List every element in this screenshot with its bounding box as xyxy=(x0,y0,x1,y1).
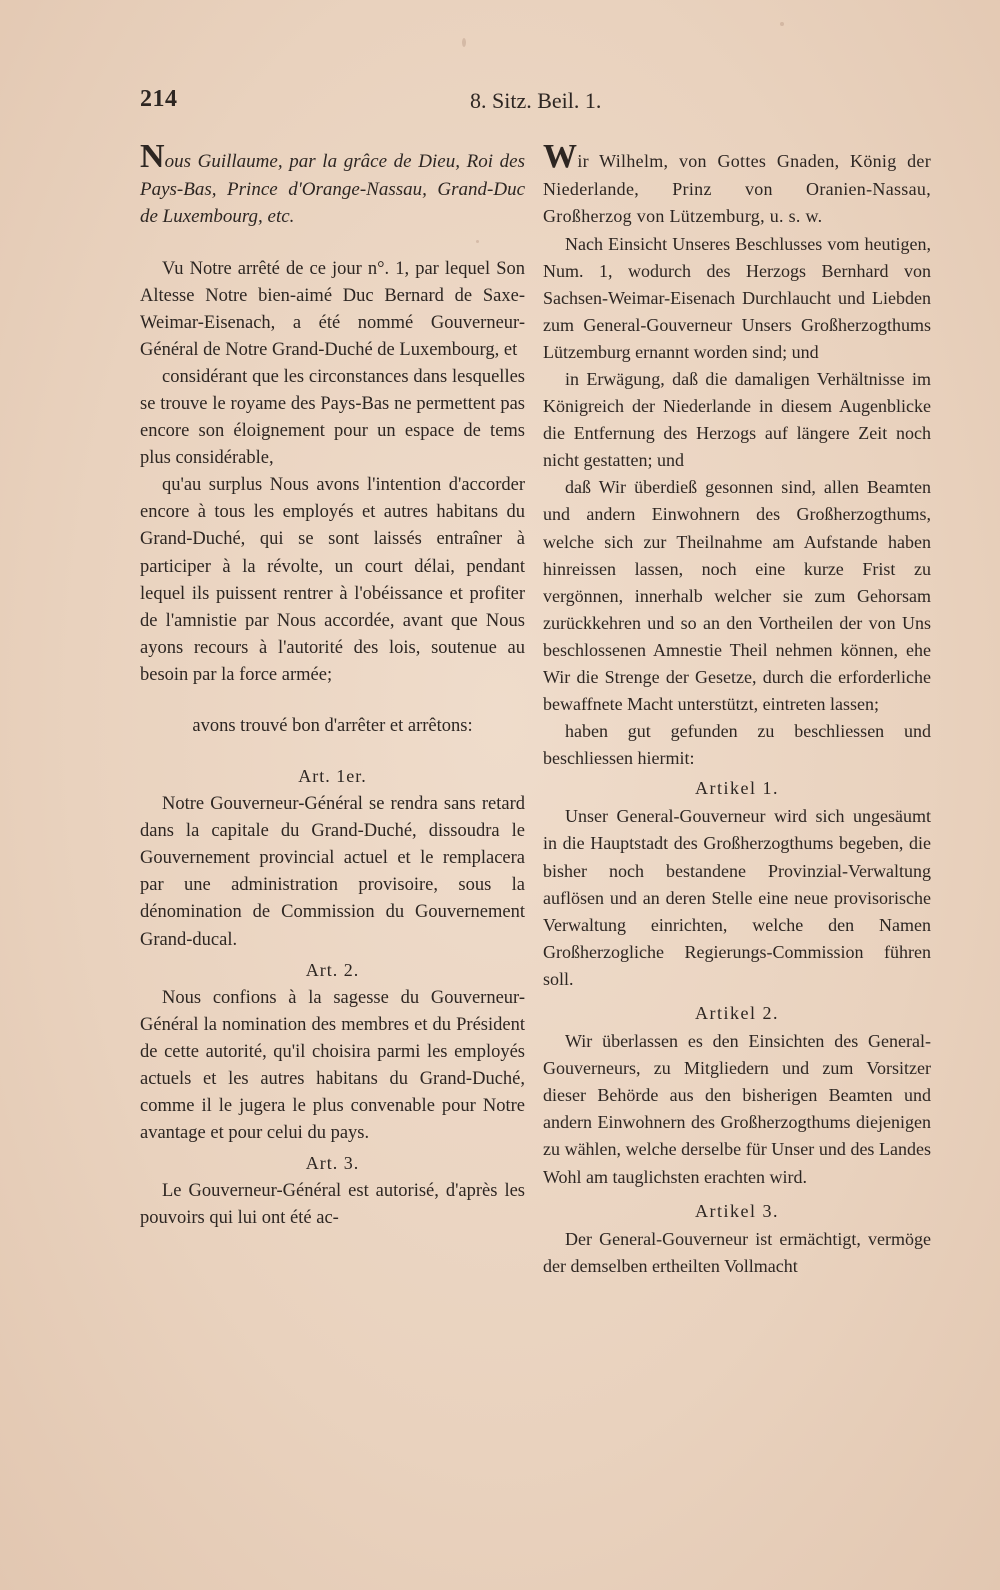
german-intro xyxy=(543,140,931,231)
german-column xyxy=(543,140,931,1280)
german-article-title: Artikel 2. xyxy=(695,1003,779,1024)
german-article-text: Unser General-Gouverneur wird sich ungesäumt in die Hauptstadt des Großherzogthums begeben, die bisher noch bestandene Provinzial-Verwaltung auflösen und an deren Stelle eine neue provisorische Verwaltung einrichten, welche den Namen Großherzogliche Regierungs-Commission führen soll. xyxy=(543,806,931,989)
french-column xyxy=(140,140,525,1232)
german-paragraph: Nach Einsicht Unseres Beschlusses vom heutigen, Num. 1, wodurch des Herzogs Bernhard von Sachsen-Weimar-Eisenach Durchlaucht und Liebden zum General-Gouverneur Unsers Großherzogthums Lützemburg ernannt worden sind; und xyxy=(543,233,931,362)
german-article-text: Der General-Gouverneur ist ermächtigt, vermöge der demselben ertheilten Vollmacht xyxy=(543,1228,931,1276)
french-paragraph: qu'au surplus Nous avons l'intention d'accorder encore à tous les employés et autres habitans du Grand-Duché, qui se sont laissés entraîner à participer à la révolte, un court délai, pendant lequel ils puissent rentrer à l'obéissance et profiter de l'amnistie par Nous accordée, avant que Nous ayons recours à l'autorité des lois, soutenue au besoin par la force armée; xyxy=(140,475,525,685)
french-article-text: Notre Gouverneur-Général se rendra sans retard dans la capitale du Grand-Duché, dissoudra le Gouvernement provincial actuel et le remplacera par une administration provisoire, sous la dénomination de Commission du Gouvernement Grand-ducal. xyxy=(140,794,525,950)
french-article-title: Art. 1er. xyxy=(298,766,367,787)
german-dropcap: W xyxy=(543,138,578,175)
paper-blemish xyxy=(462,38,466,47)
french-paragraph: Vu Notre arrêté de ce jour n°. 1, par lequel Son Altesse Notre bien-aimé Duc Bernard de Saxe-Weimar-Eisenach, a été nommé Gouverneur-Général de Notre Grand-Duché de Luxembourg, et xyxy=(140,258,525,360)
german-paragraph: haben gut gefunden zu beschliessen und beschliessen hiermit: xyxy=(543,721,931,769)
french-article-text: Le Gouverneur-Général est autorisé, d'après les pouvoirs qui lui ont été ac- xyxy=(140,1181,525,1229)
german-paragraph: daß Wir überdieß gesonnen sind, allen Beamten und andern Einwohnern des Großherzogthums, welche sich zur Theilnahme am Aufstande haben hinreissen lassen, noch eine kurze Frist zu vergönnen, innerhalb welcher sie zum Gehorsam zurückkehren und so an den Vortheilen der von Uns beschlossenen Amnestie Theil nehmen können, ehe Wir die Strenge der Gesetze, durch die erforderliche bewaffnete Macht unterstützt, eintreten lassen; xyxy=(543,477,931,715)
german-intro-text: ir Wilhelm, von Gottes Gnaden, König der Niederlande, Prinz von Oranien-Nassau, Großherzog von Lützemburg, u. s. w. xyxy=(543,151,931,226)
paper-blemish xyxy=(780,22,784,26)
french-article-title: Art. 3. xyxy=(305,1153,360,1174)
german-paragraph: in Erwägung, daß die damaligen Verhältnisse im Königreich der Niederlande in diesem Augenblicke die Entfernung des Herzogs auf längere Zeit noch nicht gestatten; und xyxy=(543,368,931,471)
german-article-text: Wir überlassen es den Einsichten des General-Gouverneurs, zu Mitgliedern und zum Vorsitzer dieser Behörde aus den bisherigen Beamten und andern Einwohnern des Großherzogthums diejenigen zu wählen, welche derselbe für Unser und des Landes Wohl am tauglichsten erachten wird. xyxy=(543,1031,931,1187)
page-header xyxy=(0,86,1000,126)
french-intro-text: ous Guillaume, par la grâce de Dieu, Roi des Pays-Bas, Prince d'Orange-Nassau, Grand-Duc de Luxembourg, etc. xyxy=(140,151,525,227)
french-article-text: Nous confions à la sagesse du Gouverneur-Général la nomination des membres et du Président de cette autorité, qu'il choisira parmi les employés actuels et les autres habitans du Grand-Duché, comme il le jugera le plus convenable pour Notre avantage et pour celui du pays. xyxy=(140,987,525,1144)
page-number: 214 xyxy=(140,86,178,112)
french-dropcap: N xyxy=(140,138,165,175)
french-paragraph: considérant que les circonstances dans lesquelles se trouve le royame des Pays-Bas ne permettent pas encore son éloignement pour un espace de tems plus considérable, xyxy=(140,366,525,469)
french-paragraph: avons trouvé bon d'arrêter et arrêtons: xyxy=(192,716,473,736)
french-article-title: Art. 2. xyxy=(305,959,360,980)
sitting-reference: 8. Sitz. Beil. 1. xyxy=(470,88,602,113)
german-article-title: Artikel 1. xyxy=(695,778,779,799)
german-article-title: Artikel 3. xyxy=(695,1200,779,1221)
french-intro xyxy=(140,140,525,231)
